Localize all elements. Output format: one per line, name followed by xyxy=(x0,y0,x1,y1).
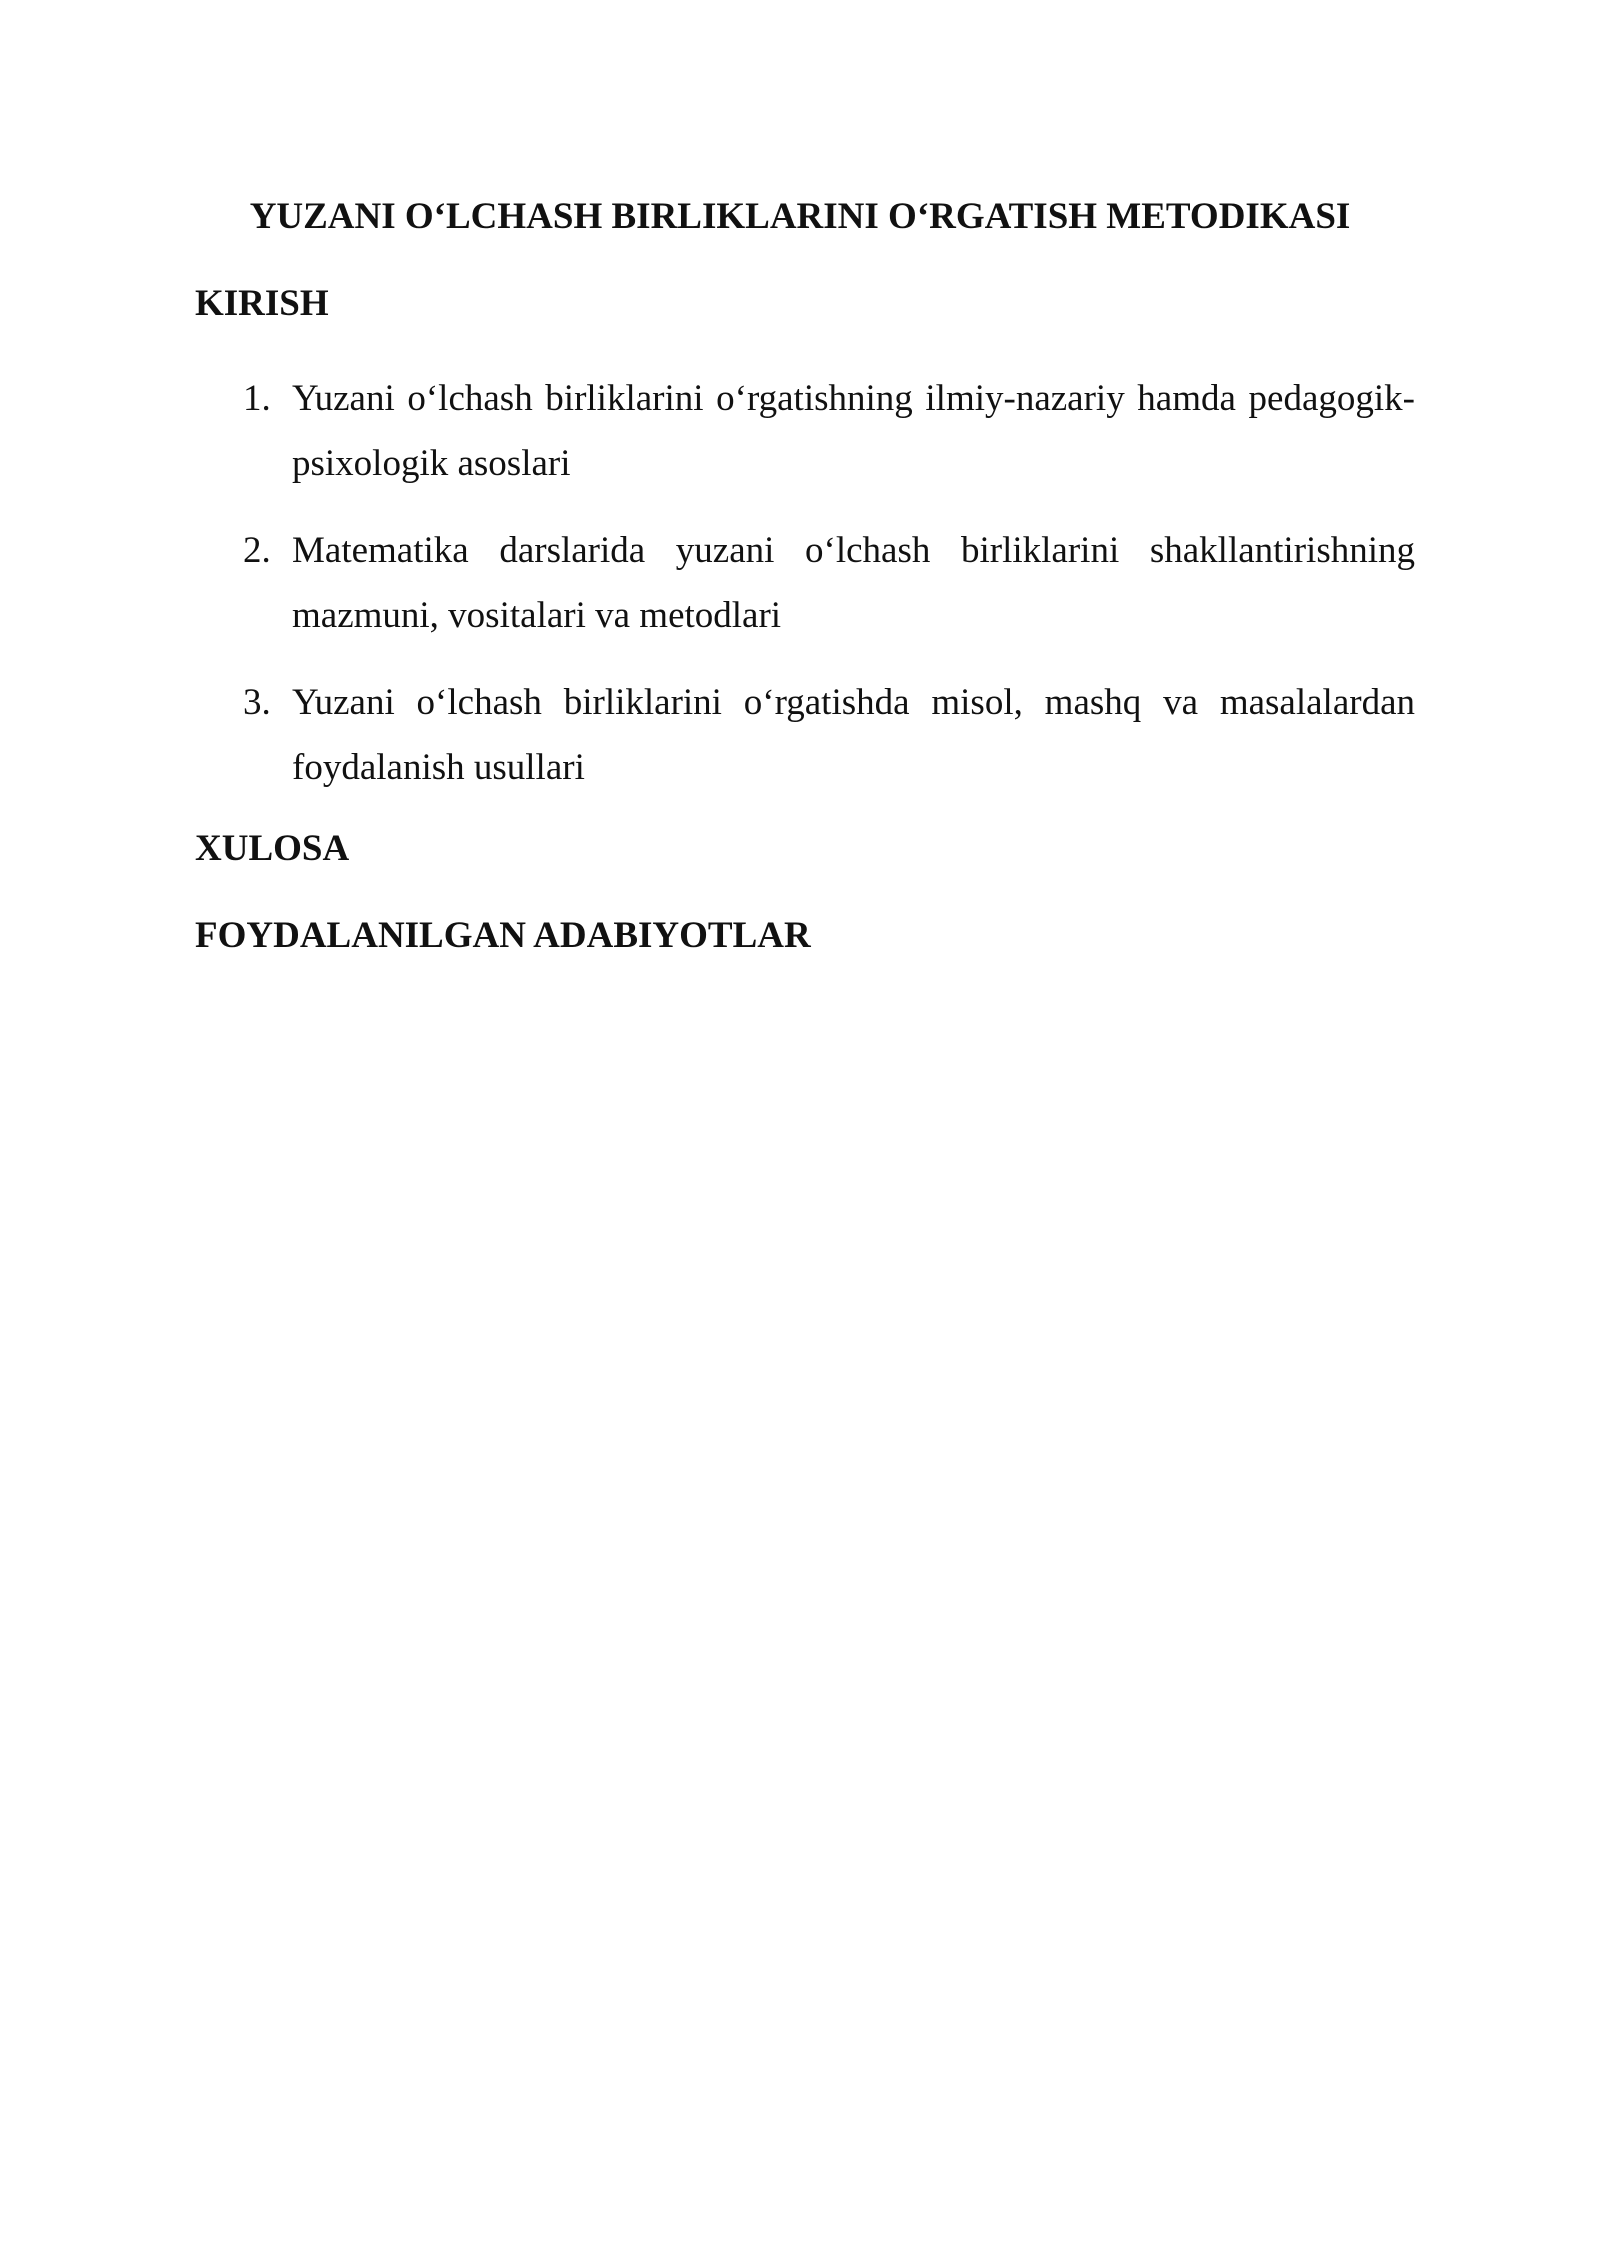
toc-item-number: 2. xyxy=(243,530,271,571)
table-of-contents xyxy=(195,366,1415,822)
references-heading: FOYDALANILGAN ADABIYOTLAR xyxy=(195,915,811,956)
toc-item-text: Yuzani o‘lchash birliklarini o‘rgatishda misol, mashq va masalalardan foydalanish usullari xyxy=(292,682,1415,788)
toc-item-3 xyxy=(195,670,1415,800)
toc-item-1 xyxy=(195,366,1415,496)
intro-heading: KIRISH xyxy=(195,283,329,324)
toc-item-text: Yuzani o‘lchash birliklarini o‘rgatishning ilmiy-nazariy hamda pedagogik-psixologik asoslari xyxy=(292,378,1415,484)
toc-item-text: Matematika darslarida yuzani o‘lchash birliklarini shakllantirishning mazmuni, vositalari va metodlari xyxy=(292,530,1415,636)
toc-item-number: 3. xyxy=(243,682,271,723)
conclusion-heading: XULOSA xyxy=(195,828,350,869)
toc-item-2 xyxy=(195,518,1415,648)
document-title: YUZANI O‘LCHASH BIRLIKLARINI O‘RGATISH METODIKASI xyxy=(249,196,1351,237)
toc-item-number: 1. xyxy=(243,378,271,419)
